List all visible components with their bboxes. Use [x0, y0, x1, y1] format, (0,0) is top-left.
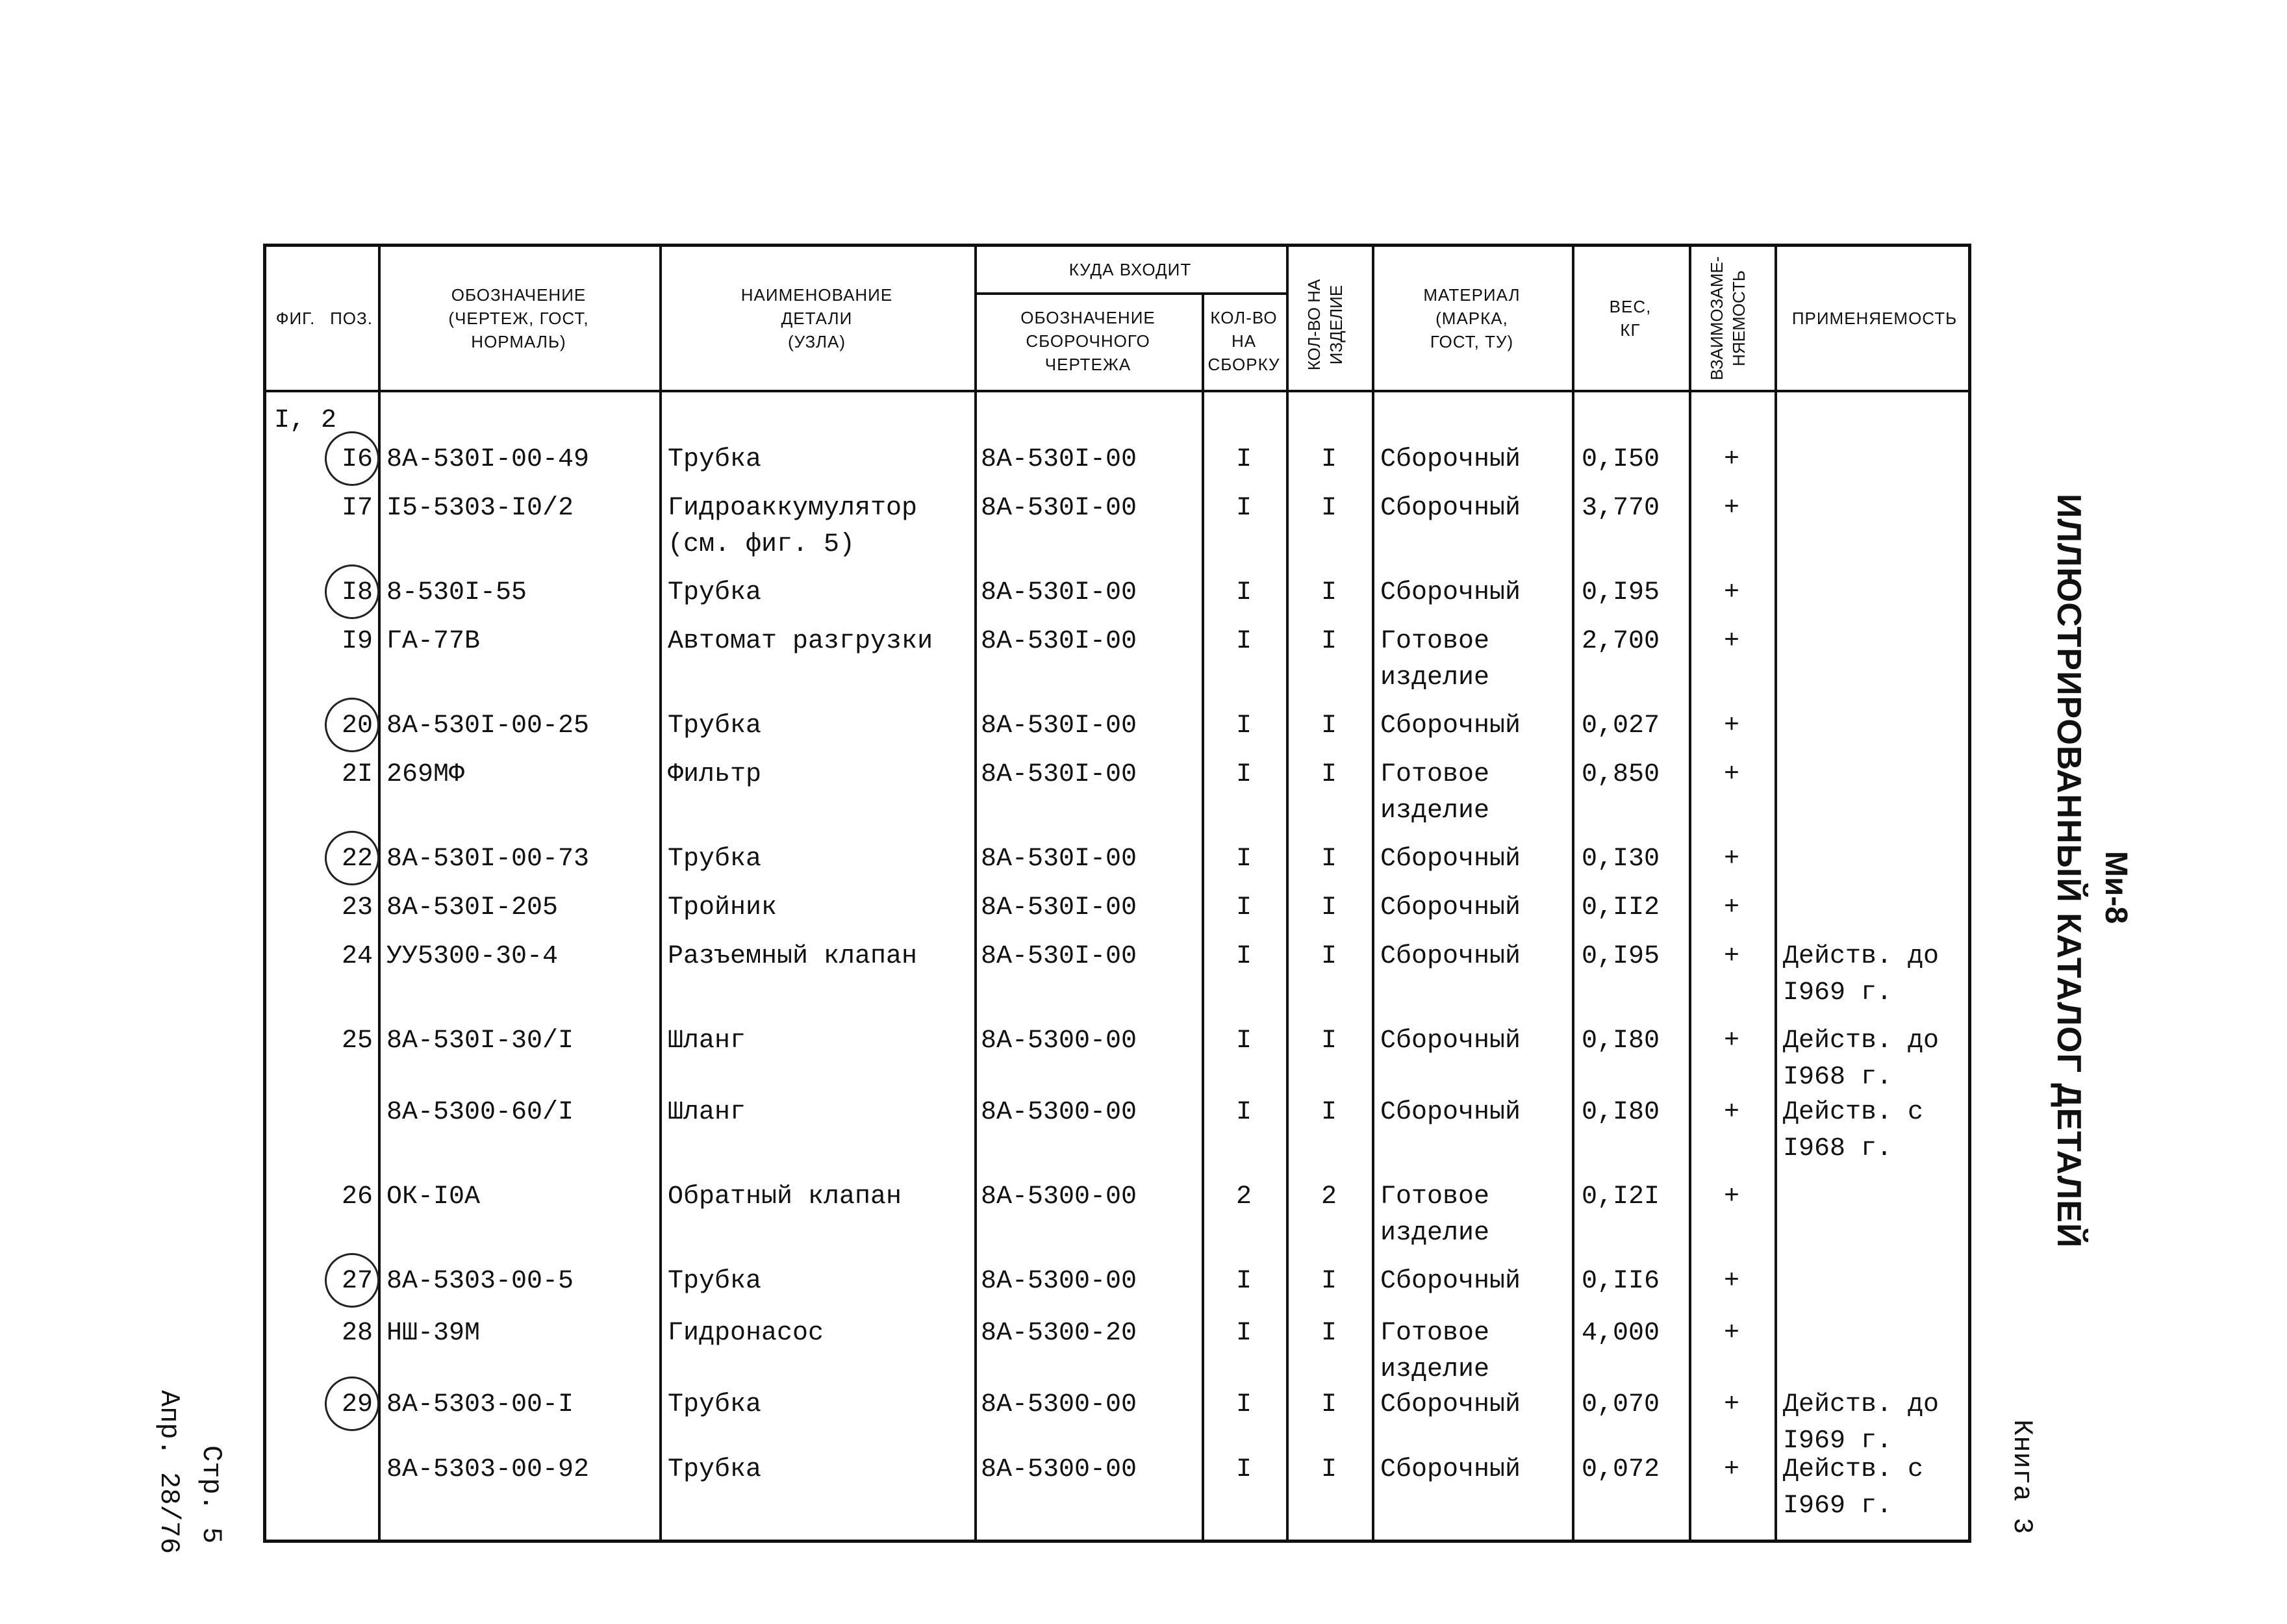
cell-qty-assembly: I: [1235, 445, 1252, 474]
col-divider: [378, 247, 381, 1540]
cell-material: Сборочный: [1380, 893, 1521, 922]
cell-assembly-drawing: 8А-5300-00: [981, 1182, 1137, 1212]
cell-applicability: I968 г.: [1783, 1134, 1893, 1163]
cell-assembly-drawing: 8А-5300-00: [981, 1026, 1137, 1056]
cell-qty-assembly: I: [1235, 1319, 1252, 1348]
cell-position: 23: [341, 893, 373, 922]
cell-name: Разъемный клапан: [668, 942, 918, 971]
position-circle-mark: [325, 565, 379, 619]
cell-name: Трубка: [668, 1390, 762, 1419]
cell-name: Тройник: [668, 893, 777, 922]
header-material: МАТЕРИАЛ (МАРКА, ГОСТ, ТУ): [1423, 285, 1521, 351]
cell-position: I9: [341, 627, 373, 656]
cell-designation: 8А-5303-00-5: [386, 1267, 574, 1296]
cell-assembly-drawing: 8А-530I-00: [981, 942, 1137, 971]
cell-weight: 2,700: [1582, 627, 1660, 656]
cell-qty-assembly: I: [1235, 494, 1252, 523]
cell-position: 24: [341, 942, 373, 971]
header-interchange: ВЗАИМОЗАМЕ- НЯЕМОСТЬ: [1707, 256, 1749, 381]
cell-assembly-drawing: 8А-5300-00: [981, 1098, 1137, 1127]
cell-designation: 8А-5303-00-92: [386, 1455, 590, 1484]
cell-weight: 0,I80: [1582, 1098, 1660, 1127]
cell-weight: 0,I50: [1582, 445, 1660, 474]
position-circle-mark: [325, 1253, 379, 1308]
cell-material: Сборочный: [1380, 942, 1521, 971]
cell-interchange: +: [1723, 1390, 1739, 1419]
cell-material: изделие: [1380, 663, 1490, 692]
cell-designation: 8-530I-55: [386, 578, 527, 607]
cell-name: Трубка: [668, 1455, 762, 1484]
cell-material: Сборочный: [1380, 1390, 1521, 1419]
position-circle-mark: [325, 431, 379, 486]
cell-qty-product: I: [1320, 844, 1337, 874]
cell-name: Обратный клапан: [668, 1182, 902, 1212]
cell-weight: 0,I95: [1582, 942, 1660, 971]
cell-interchange: +: [1723, 1267, 1739, 1296]
cell-qty-product: I: [1320, 578, 1337, 607]
position-circle-mark: [325, 831, 379, 885]
cell-qty-product: 2: [1320, 1182, 1337, 1212]
cell-qty-product: I: [1320, 893, 1337, 922]
cell-weight: 0,II2: [1582, 893, 1660, 922]
cell-material: Сборочный: [1380, 578, 1521, 607]
cell-material: Сборочный: [1380, 445, 1521, 474]
cell-interchange: +: [1723, 1098, 1739, 1127]
cell-designation: НШ-39М: [386, 1319, 481, 1348]
cell-assembly-drawing: 8А-530I-00: [981, 893, 1137, 922]
cell-material: изделие: [1380, 796, 1490, 826]
revision-date: Апр. 28/76: [153, 1390, 184, 1554]
cell-applicability: Действ. до: [1783, 1026, 1940, 1056]
cell-qty-product: I: [1320, 760, 1337, 789]
cell-weight: 0,072: [1582, 1455, 1660, 1484]
col-divider: [974, 247, 977, 1540]
cell-position: 29: [341, 1390, 373, 1419]
cell-position: 20: [341, 711, 373, 741]
cell-qty-assembly: I: [1235, 1390, 1252, 1419]
cell-interchange: +: [1723, 893, 1739, 922]
cell-designation: 8А-530I-205: [386, 893, 559, 922]
cell-designation: I5-5303-I0/2: [386, 494, 574, 523]
cell-designation: 269МФ: [386, 760, 465, 789]
cell-material: Сборочный: [1380, 1455, 1521, 1484]
cell-interchange: +: [1723, 445, 1739, 474]
cell-designation: 8А-5300-60/I: [386, 1098, 574, 1127]
cell-interchange: +: [1723, 1026, 1739, 1056]
cell-interchange: +: [1723, 1455, 1739, 1484]
cell-interchange: +: [1723, 1319, 1739, 1348]
cell-weight: 0,I2I: [1582, 1182, 1660, 1212]
cell-material: Сборочный: [1380, 494, 1521, 523]
cell-material: Сборочный: [1380, 1026, 1521, 1056]
cell-qty-product: I: [1320, 627, 1337, 656]
cell-interchange: +: [1723, 627, 1739, 656]
cell-weight: 3,770: [1582, 494, 1660, 523]
cell-qty-assembly: I: [1235, 760, 1252, 789]
cell-name: Трубка: [668, 844, 762, 874]
cell-weight: 0,027: [1582, 711, 1660, 741]
header-applicability: ПРИМЕНЯЕМОСТЬ: [1791, 309, 1958, 328]
header-qty-assembly: КОЛ-ВО НА СБОРКУ: [1207, 308, 1280, 374]
cell-assembly-drawing: 8А-5300-20: [981, 1319, 1137, 1348]
header-qty-product: КОЛ-ВО НА ИЗДЕЛИЕ: [1304, 279, 1346, 371]
cell-applicability: I969 г.: [1783, 1427, 1893, 1456]
cell-weight: 0,I80: [1582, 1026, 1660, 1056]
cell-assembly-drawing: 8А-5300-00: [981, 1390, 1137, 1419]
cell-material: Готовое: [1380, 1182, 1490, 1212]
cell-qty-product: I: [1320, 494, 1337, 523]
cell-applicability: Действ. с: [1783, 1455, 1924, 1484]
cell-interchange: +: [1723, 844, 1739, 874]
cell-qty-product: I: [1320, 711, 1337, 741]
cell-applicability: I968 г.: [1783, 1063, 1893, 1092]
cell-qty-assembly: I: [1235, 1026, 1252, 1056]
cell-qty-assembly: I: [1235, 1267, 1252, 1296]
cell-name: Трубка: [668, 711, 762, 741]
cell-designation: 8А-530I-00-49: [386, 445, 590, 474]
cell-weight: 4,000: [1582, 1319, 1660, 1348]
cell-material: Сборочный: [1380, 1098, 1521, 1127]
parts-table: [263, 244, 1971, 1543]
cell-position: 22: [341, 844, 373, 874]
cell-interchange: +: [1723, 760, 1739, 789]
cell-name: Фильтр: [668, 760, 762, 789]
cell-qty-product: I: [1320, 1319, 1337, 1348]
book-number: Книга 3: [2006, 1419, 2038, 1534]
cell-material: Сборочный: [1380, 844, 1521, 874]
cell-name: Гидроаккумулятор: [668, 494, 918, 523]
cell-qty-product: I: [1320, 1098, 1337, 1127]
cell-interchange: +: [1723, 1182, 1739, 1212]
header-name: НАИМЕНОВАНИЕ ДЕТАЛИ (УЗЛА): [740, 285, 893, 351]
cell-assembly-drawing: 8А-530I-00: [981, 844, 1137, 874]
cell-designation: 8А-530I-00-25: [386, 711, 590, 741]
cell-weight: 0,II6: [1582, 1267, 1660, 1296]
cell-qty-assembly: I: [1235, 942, 1252, 971]
header-assembly-drawing: ОБОЗНАЧЕНИЕ СБОРОЧНОГО ЧЕРТЕЖА: [1020, 308, 1156, 374]
cell-assembly-drawing: 8А-530I-00: [981, 627, 1137, 656]
cell-qty-assembly: I: [1235, 627, 1252, 656]
aircraft-model: Ми-8: [2099, 851, 2133, 924]
cell-material: Готовое: [1380, 627, 1490, 656]
col-divider: [1572, 247, 1574, 1540]
cell-position: 25: [341, 1026, 373, 1056]
cell-qty-product: I: [1320, 1390, 1337, 1419]
cell-material: Сборочный: [1380, 711, 1521, 741]
cell-applicability: Действ. до: [1783, 1390, 1940, 1419]
cell-name: Шланг: [668, 1098, 746, 1127]
cell-assembly-drawing: 8А-530I-00: [981, 494, 1137, 523]
cell-position: 27: [341, 1267, 373, 1296]
cell-weight: 0,070: [1582, 1390, 1660, 1419]
cell-designation: ГА-77В: [386, 627, 481, 656]
cell-assembly-drawing: 8А-5300-00: [981, 1267, 1137, 1296]
cell-name: (см. фиг. 5): [668, 530, 855, 559]
cell-qty-assembly: I: [1235, 578, 1252, 607]
cell-name: Шланг: [668, 1026, 746, 1056]
col-divider: [659, 247, 662, 1540]
cell-qty-product: I: [1320, 1455, 1337, 1484]
cell-interchange: +: [1723, 494, 1739, 523]
cell-position: I7: [341, 494, 373, 523]
cell-name: Трубка: [668, 1267, 762, 1296]
header-goes-into: КУДА ВХОДИТ: [1068, 260, 1192, 279]
cell-designation: 8А-5303-00-I: [386, 1390, 574, 1419]
cell-material: Готовое: [1380, 1319, 1490, 1348]
cell-interchange: +: [1723, 578, 1739, 607]
cell-weight: 0,850: [1582, 760, 1660, 789]
cell-qty-assembly: 2: [1235, 1182, 1252, 1212]
cell-assembly-drawing: 8А-5300-00: [981, 1455, 1137, 1484]
cell-name: Гидронасос: [668, 1319, 824, 1348]
header-bottom-line: [266, 390, 1968, 392]
cell-designation: 8А-530I-30/I: [386, 1026, 574, 1056]
cell-weight: 0,I30: [1582, 844, 1660, 874]
position-circle-mark: [325, 1377, 379, 1431]
cell-material: изделие: [1380, 1219, 1490, 1248]
header-pos: ПОЗ.: [330, 309, 373, 328]
cell-interchange: +: [1723, 942, 1739, 971]
cell-position: I6: [341, 445, 373, 474]
cell-material: Сборочный: [1380, 1267, 1521, 1296]
cell-qty-product: I: [1320, 445, 1337, 474]
cell-qty-product: I: [1320, 1026, 1337, 1056]
cell-qty-assembly: I: [1235, 844, 1252, 874]
cell-assembly-drawing: 8А-530I-00: [981, 760, 1137, 789]
cell-position: 28: [341, 1319, 373, 1348]
cell-qty-product: I: [1320, 942, 1337, 971]
cell-position: 2I: [341, 760, 373, 789]
header-weight: ВЕС, КГ: [1609, 297, 1652, 340]
cell-qty-assembly: I: [1235, 711, 1252, 741]
cell-assembly-drawing: 8А-530I-00: [981, 578, 1137, 607]
cell-designation: ОК-I0А: [386, 1182, 481, 1212]
cell-applicability: I969 г.: [1783, 1491, 1893, 1521]
cell-material: изделие: [1380, 1355, 1490, 1384]
cell-qty-assembly: I: [1235, 1098, 1252, 1127]
cell-applicability: Действ. до: [1783, 942, 1940, 971]
header-fig: ФИГ.: [275, 309, 316, 328]
position-circle-mark: [325, 698, 379, 752]
cell-name: Трубка: [668, 445, 762, 474]
col-divider: [1775, 247, 1777, 1540]
cell-name: Автомат разгрузки: [668, 627, 933, 656]
cell-qty-product: I: [1320, 1267, 1337, 1296]
cell-name: Трубка: [668, 578, 762, 607]
cell-material: Готовое: [1380, 760, 1490, 789]
col-divider: [1372, 247, 1374, 1540]
cell-qty-assembly: I: [1235, 893, 1252, 922]
catalog-title: ИЛЛЮСТРИРОВАННЫЙ КАТАЛОГ ДЕТАЛЕЙ: [2050, 494, 2088, 1249]
cell-applicability: Действ. с: [1783, 1098, 1924, 1127]
cell-assembly-drawing: 8А-530I-00: [981, 445, 1137, 474]
cell-applicability: I969 г.: [1783, 978, 1893, 1008]
cell-weight: 0,I95: [1582, 578, 1660, 607]
cell-assembly-drawing: 8А-530I-00: [981, 711, 1137, 741]
page-number: Стр. 5: [196, 1445, 227, 1544]
cell-position: I8: [341, 578, 373, 607]
cell-position: 26: [341, 1182, 373, 1212]
cell-designation: УУ5300-30-4: [386, 942, 559, 971]
cell-qty-assembly: I: [1235, 1455, 1252, 1484]
header-designation: ОБОЗНАЧЕНИЕ (ЧЕРТЕЖ, ГОСТ, НОРМАЛЬ): [448, 285, 589, 351]
figure-number: I, 2: [274, 406, 337, 435]
cell-interchange: +: [1723, 711, 1739, 741]
cell-designation: 8А-530I-00-73: [386, 844, 590, 874]
